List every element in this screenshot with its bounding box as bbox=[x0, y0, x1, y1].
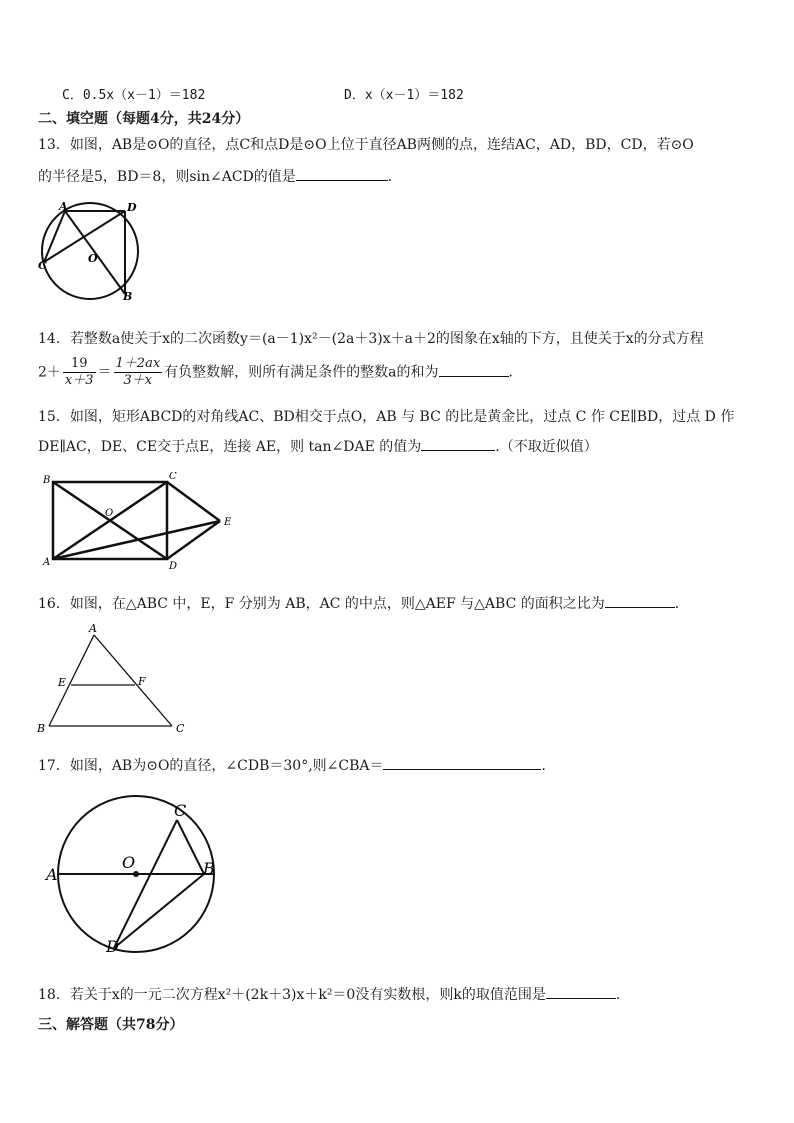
q17-label-d: D bbox=[106, 937, 119, 956]
q14-frac2-den: 3＋x bbox=[123, 373, 153, 388]
q14-frac1 bbox=[63, 356, 96, 389]
q13-line2 bbox=[38, 166, 402, 186]
q14-line2-end: ． bbox=[508, 364, 523, 381]
q16-label-b: B bbox=[37, 722, 46, 735]
q14-eq-lead: 2＋ bbox=[38, 364, 61, 381]
section-2-title: 二、填空题（每题4分，共24分） bbox=[38, 111, 250, 127]
q13-line2-text: 的半径是5，BD＝8，则sin∠ACD的值是 bbox=[38, 169, 296, 185]
q13-line2-end: ． bbox=[387, 169, 402, 185]
q17-label-c: C bbox=[174, 801, 187, 820]
q16-figure bbox=[34, 620, 194, 738]
q15-label-a: A bbox=[43, 557, 51, 568]
q15-line2-text: DE∥AC，DE、CE交于点E，连接 AE，则 tan∠DAE 的值为 bbox=[38, 439, 422, 455]
q16-line1 bbox=[38, 593, 689, 613]
q15-line2 bbox=[38, 436, 598, 456]
q14-answer-blank bbox=[439, 362, 509, 377]
section-3-title: 三、解答题（共78分） bbox=[38, 1017, 184, 1033]
q13-label-a: A bbox=[59, 200, 68, 213]
option-c: C．0.5x（x－1）＝182 bbox=[62, 88, 206, 103]
q15-label-o: O bbox=[105, 508, 114, 519]
q15-label-d: D bbox=[169, 561, 178, 572]
q15-answer-blank bbox=[421, 436, 495, 451]
q13-figure bbox=[30, 196, 150, 308]
q14-line2-text: 有负整数解，则所有满足条件的整数a的和为 bbox=[164, 364, 439, 381]
q15-label-b: B bbox=[43, 475, 51, 486]
q13-label-b: B bbox=[123, 290, 133, 303]
q17-label-b: B bbox=[203, 859, 215, 878]
q17-label-o: O bbox=[122, 853, 136, 872]
q18-line1-end: ． bbox=[615, 987, 630, 1003]
q13-answer-blank bbox=[296, 166, 388, 181]
option-d: D．x（x－1）＝182 bbox=[344, 88, 464, 103]
q13-line1: 13．如图，AB是⊙O的直径，点C和点D是⊙O上位于直径AB两侧的点，连结AC，AD，BD，CD，若⊙O bbox=[38, 137, 694, 153]
q17-label-a: A bbox=[46, 865, 58, 884]
q18-line1-text: 18．若关于x的一元二次方程x²＋(2k＋3)x＋k²＝0没有实数根，则k的取值范围是 bbox=[38, 987, 546, 1003]
q15-label-e: E bbox=[224, 517, 232, 528]
q16-label-f: F bbox=[138, 675, 146, 688]
q13-label-d: D bbox=[127, 201, 137, 214]
q17-answer-blank bbox=[383, 755, 541, 770]
q16-line1-text: 16．如图，在△ABC 中，E，F 分别为 AB，AC 的中点，则△AEF 与△ABC 的面积之比为 bbox=[38, 596, 605, 612]
q18-line1 bbox=[38, 984, 630, 1004]
q17-figure bbox=[44, 794, 234, 964]
q14-frac2-num: 1＋2ax bbox=[115, 356, 161, 371]
q14-frac1-num: 19 bbox=[63, 356, 96, 373]
q14-line2 bbox=[38, 356, 523, 389]
q14-line1: 14．若整数a使关于x的二次函数y＝(a－1)x²－(2a＋3)x＋a＋2的图象在x轴的下方，且使关于x的分式方程 bbox=[38, 331, 704, 347]
q17-line1-text: 17．如图，AB为⊙O的直径，∠CDB＝30°,则∠CBA＝ bbox=[38, 758, 384, 774]
q16-line1-end: ． bbox=[674, 596, 689, 612]
q17-line1-end: ． bbox=[541, 758, 556, 774]
q14-frac1-den: x＋3 bbox=[64, 373, 94, 388]
q16-label-c: C bbox=[176, 722, 185, 735]
q16-answer-blank bbox=[605, 593, 675, 608]
q16-label-a: A bbox=[89, 622, 97, 635]
q15-figure bbox=[38, 472, 238, 574]
q14-eq-mid: ＝ bbox=[97, 364, 112, 381]
q14-frac2 bbox=[114, 356, 163, 389]
q16-label-e: E bbox=[58, 676, 67, 689]
q15-line1: 15．如图，矩形ABCD的对角线AC、BD相交于点O，AB 与 BC 的比是黄金比，过点 C 作 CE∥BD，过点 D 作 bbox=[38, 409, 735, 425]
q13-label-c: C bbox=[38, 259, 47, 272]
q17-line1 bbox=[38, 755, 555, 775]
q15-line2-end: .（不取近似值） bbox=[495, 439, 598, 455]
q13-label-o: O bbox=[88, 252, 98, 265]
q18-answer-blank bbox=[546, 984, 616, 999]
q15-label-c: C bbox=[169, 472, 177, 482]
